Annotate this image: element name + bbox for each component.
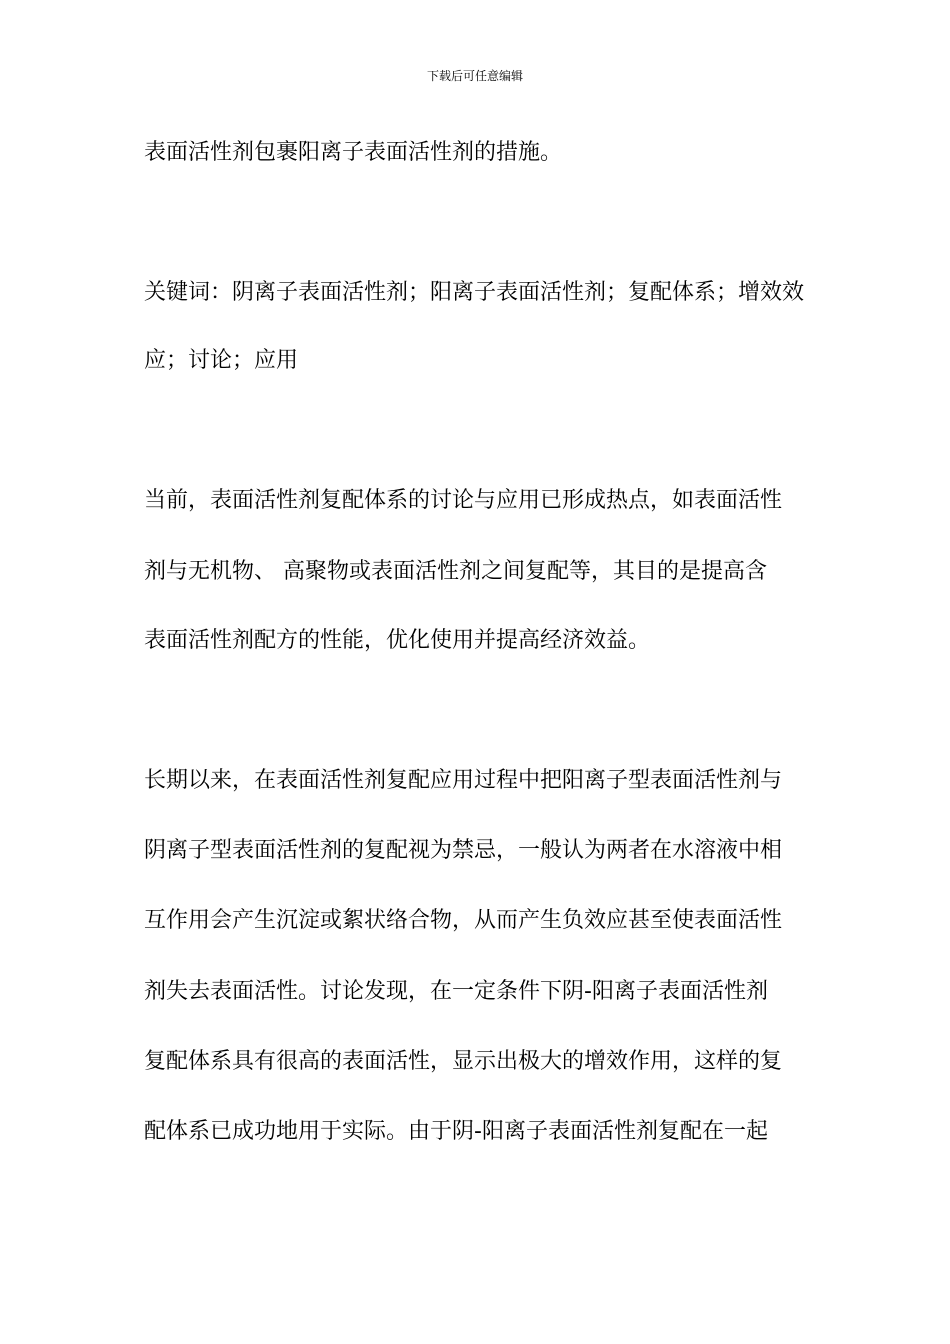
text-line: 复配体系具有很高的表面活性，显示出极大的增效作用，这样的复 [144, 1049, 783, 1074]
text-line: 当前，表面活性剂复配体系的讨论与应用已形成热点，如表面活性 [144, 488, 783, 513]
text-line: 长期以来，在表面活性剂复配应用过程中把阳离子型表面活性剂与 [144, 768, 783, 793]
text-line: 阴离子型表面活性剂的复配视为禁忌，一般认为两者在水溶液中相 [144, 838, 783, 863]
text-line: 应；讨论；应用 [144, 348, 299, 373]
text-line: 剂失去表面活性。讨论发现，在一定条件下阴-阳离子表面活性剂 [144, 979, 768, 1004]
text-line: 关键词：阴离子表面活性剂；阳离子表面活性剂；复配体系；增效效 [144, 280, 805, 305]
text-line: 配体系已成功地用于实际。由于阴-阳离子表面活性剂复配在一起 [144, 1119, 768, 1144]
page-header: 下载后可任意编辑 [426, 69, 523, 83]
text-line: 表面活性剂包裹阳离子表面活性剂的措施。 [144, 140, 563, 165]
text-line: 表面活性剂配方的性能，优化使用并提高经济效益。 [144, 628, 651, 653]
text-line: 互作用会产生沉淀或絮状络合物，从而产生负效应甚至使表面活性 [144, 908, 783, 933]
text-line: 剂与无机物、 高聚物或表面活性剂之间复配等，其目的是提高含 [144, 559, 767, 584]
